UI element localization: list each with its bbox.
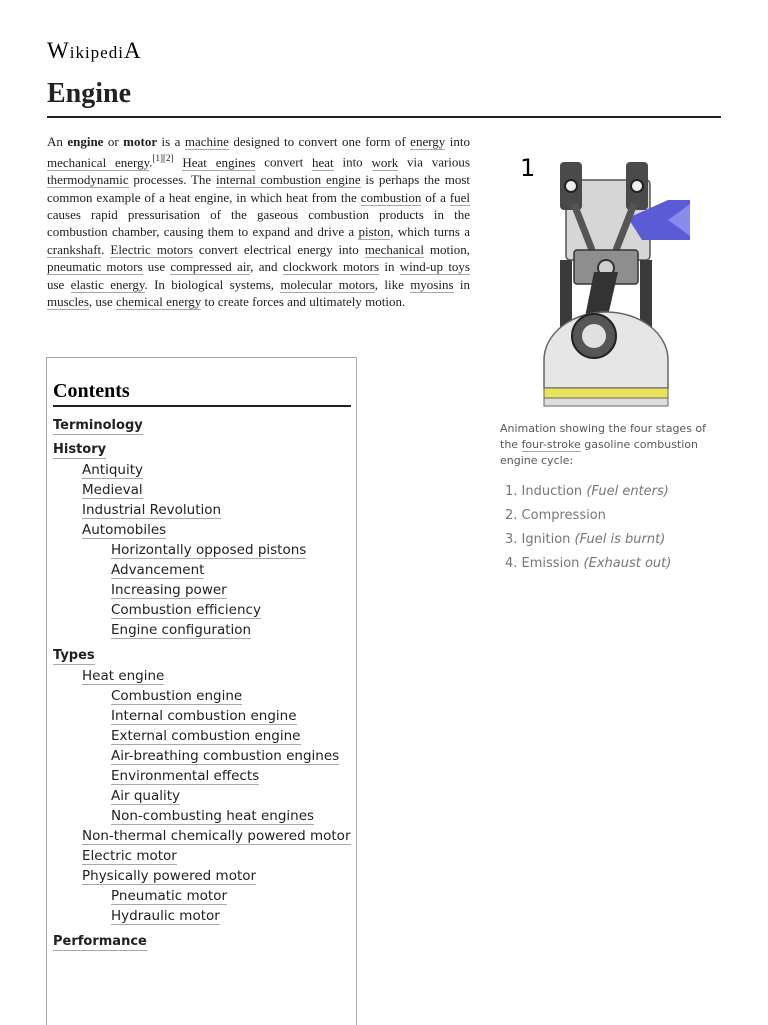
- stage-label: Induction: [521, 484, 583, 499]
- stage-label: Ignition: [521, 532, 571, 547]
- link-myosins[interactable]: myosins: [410, 276, 454, 292]
- toc-link[interactable]: Non-thermal chemically powered motor: [82, 828, 351, 844]
- animation-frame-number: 1: [520, 154, 536, 182]
- stage-item: [505, 528, 671, 552]
- link-pneumatic-motors[interactable]: pneumatic motors: [47, 259, 143, 275]
- toc-link[interactable]: Air quality: [111, 788, 181, 804]
- stage-label: Compression: [521, 508, 606, 523]
- stage-note: (Fuel is burnt): [574, 532, 666, 547]
- link-piston[interactable]: piston: [358, 224, 391, 240]
- link-electric-motors[interactable]: Electric motors: [110, 241, 193, 257]
- toc-link[interactable]: Engine configuration: [111, 622, 252, 638]
- toc-link[interactable]: Advancement: [111, 562, 205, 578]
- toc-link[interactable]: Antiquity: [82, 462, 143, 478]
- engine-cylinder-illustration: [530, 160, 700, 422]
- link-fuel[interactable]: fuel: [449, 189, 470, 205]
- link-work[interactable]: work: [371, 154, 399, 170]
- stage-number: 4.: [505, 556, 518, 571]
- toc-link[interactable]: Industrial Revolution: [82, 502, 222, 518]
- toc-title: Contents: [53, 380, 351, 407]
- link-combustion[interactable]: combustion: [360, 189, 422, 205]
- stage-item: [505, 504, 671, 528]
- link-mechanical-energy[interactable]: mechanical energy: [47, 154, 150, 170]
- link-four-stroke[interactable]: four-stroke: [521, 438, 581, 451]
- toc-link[interactable]: Types: [53, 648, 95, 663]
- toc-link[interactable]: Increasing power: [111, 582, 227, 598]
- toc-link[interactable]: Combustion engine: [111, 688, 243, 704]
- lead-paragraph: An engine or motor is a machine designed to convert one form of energy into mechanical energy.[1][2] Heat engines convert heat into work via various thermodynamic processes. The internal combustion engine is perhaps the most common example of a heat engine, in which heat from the combustion of a fuel causes rapid pressurisation of the gaseous combustion products in the combustion chamber, causing them to expand and drive a piston, which turns a crankshaft. Electric motors convert electrical energy into mechanical motion, pneumatic motors use compressed air, and clockwork motors in wind-up toys use elastic energy. In biological systems, molecular motors, like myosins in muscles, use chemical energy to create forces and ultimately motion.: [47, 134, 471, 309]
- link-mechanical[interactable]: mechanical: [364, 241, 424, 257]
- page-title: Engine: [47, 78, 721, 118]
- toc-link[interactable]: Automobiles: [82, 522, 167, 538]
- stage-item: [505, 552, 671, 576]
- stage-note: (Fuel enters): [586, 484, 669, 499]
- link-energy[interactable]: energy: [410, 134, 446, 149]
- toc-link[interactable]: External combustion engine: [111, 728, 301, 744]
- link-heat-engines[interactable]: Heat engines: [182, 154, 256, 170]
- link-internal-combustion-engine[interactable]: internal combustion engine: [216, 172, 361, 188]
- toc-link[interactable]: History: [53, 442, 107, 457]
- stage-number: 1.: [505, 484, 518, 499]
- link-elastic-energy[interactable]: elastic energy: [70, 276, 145, 292]
- link-wind-up-toys[interactable]: wind-up toys: [399, 259, 470, 275]
- toc-link[interactable]: Non-combusting heat engines: [111, 808, 315, 824]
- figure-caption: Animation showing the four stages of the four-stroke gasoline combustion engine cycle:: [500, 422, 707, 467]
- table-of-contents: [46, 357, 357, 1025]
- link-heat[interactable]: heat: [312, 154, 334, 170]
- reference-link[interactable]: [1][2]: [152, 153, 174, 164]
- stage-item: [505, 480, 671, 504]
- toc-link[interactable]: Pneumatic motor: [111, 888, 228, 904]
- toc-link[interactable]: Hydraulic motor: [111, 908, 220, 924]
- link-thermodynamic[interactable]: thermodynamic: [47, 172, 129, 188]
- link-machine[interactable]: machine: [184, 134, 229, 149]
- link-muscles[interactable]: muscles: [47, 293, 89, 309]
- toc-link[interactable]: Air-breathing combustion engines: [111, 748, 340, 764]
- link-crankshaft[interactable]: crankshaft: [47, 241, 102, 257]
- toc-link[interactable]: Terminology: [53, 418, 143, 433]
- link-compressed-air[interactable]: compressed air: [170, 259, 251, 275]
- toc-link[interactable]: Medieval: [82, 482, 143, 498]
- toc-link[interactable]: Internal combustion engine: [111, 708, 297, 724]
- toc-link[interactable]: Combustion efficiency: [111, 602, 261, 618]
- toc-link[interactable]: Heat engine: [82, 668, 165, 684]
- stage-number: 3.: [505, 532, 518, 547]
- toc-link[interactable]: Electric motor: [82, 848, 177, 864]
- toc-link[interactable]: Performance: [53, 934, 147, 949]
- stage-label: Emission: [521, 556, 580, 571]
- toc-link[interactable]: Environmental effects: [111, 768, 260, 784]
- wikipedia-wordmark[interactable]: WikipediA: [47, 38, 142, 63]
- toc-link[interactable]: Physically powered motor: [82, 868, 257, 884]
- link-chemical-energy[interactable]: chemical energy: [115, 293, 202, 309]
- engine-stages-list: [505, 480, 671, 576]
- stage-note: (Exhaust out): [583, 556, 672, 571]
- link-molecular-motors[interactable]: molecular motors: [280, 276, 375, 292]
- link-clockwork-motors[interactable]: clockwork motors: [282, 259, 380, 275]
- stage-number: 2.: [505, 508, 518, 523]
- toc-link[interactable]: Horizontally opposed pistons: [111, 542, 307, 558]
